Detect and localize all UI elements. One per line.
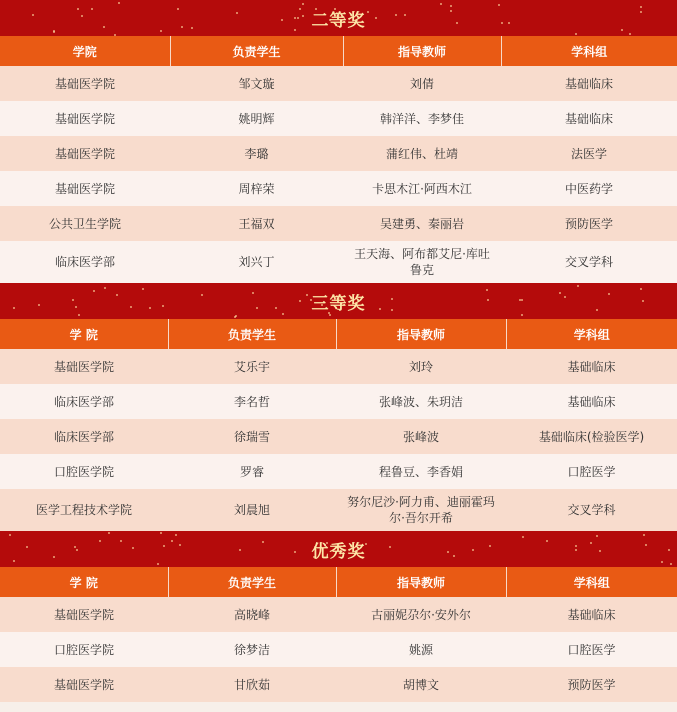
sparkle-decoration bbox=[81, 15, 83, 17]
sparkle-decoration bbox=[391, 309, 393, 311]
sparkle-decoration bbox=[391, 298, 393, 300]
sparkle-decoration bbox=[456, 22, 458, 24]
table-cell: 李璐 bbox=[170, 136, 343, 171]
sparkle-decoration bbox=[575, 549, 577, 551]
table-cell: 口腔医学 bbox=[506, 632, 677, 667]
sparkle-decoration bbox=[486, 289, 488, 291]
table-row bbox=[0, 419, 677, 454]
sparkle-decoration bbox=[282, 313, 284, 315]
sparkle-decoration bbox=[120, 540, 122, 542]
sparkle-decoration bbox=[72, 299, 74, 301]
sparkle-decoration bbox=[157, 563, 159, 565]
sparkle-decoration bbox=[668, 549, 670, 551]
table-cell: 罗睿 bbox=[168, 454, 336, 489]
table-row bbox=[0, 136, 677, 171]
sparkle-decoration bbox=[590, 542, 592, 544]
sparkle-decoration bbox=[171, 540, 173, 542]
section-banner bbox=[0, 0, 677, 36]
sparkle-decoration bbox=[53, 31, 55, 33]
table-cell: 甘欣茹 bbox=[168, 667, 336, 702]
sparkle-decoration bbox=[181, 26, 183, 28]
table-cell: 刘玲 bbox=[336, 349, 506, 384]
table-cell: 努尔尼沙·阿力甫、迪丽霍玛尔·吾尔开希 bbox=[336, 489, 506, 531]
sparkle-decoration bbox=[74, 546, 76, 548]
sparkle-decoration bbox=[163, 545, 165, 547]
sparkle-decoration bbox=[389, 546, 391, 548]
section-banner bbox=[0, 531, 677, 567]
table-cell: 蒲红伟、杜靖 bbox=[343, 136, 501, 171]
sparkle-decoration bbox=[498, 4, 500, 6]
sparkle-decoration bbox=[239, 549, 241, 551]
table-cell: 基础医学院 bbox=[0, 349, 168, 384]
sparkle-decoration bbox=[75, 306, 77, 308]
sparkle-decoration bbox=[596, 309, 598, 311]
sparkle-decoration bbox=[306, 294, 308, 296]
table-header-row bbox=[0, 567, 677, 597]
sparkle-decoration bbox=[299, 8, 301, 10]
table-cell: 刘晨旭 bbox=[168, 489, 336, 531]
sparkle-decoration bbox=[294, 551, 296, 553]
awards-table bbox=[0, 36, 677, 283]
table-cell: 临床医学部 bbox=[0, 419, 168, 454]
sparkle-decoration bbox=[13, 560, 15, 562]
table-cell: 基础临床 bbox=[501, 101, 677, 136]
table-row bbox=[0, 66, 677, 101]
table-cell: 张峰波 bbox=[336, 419, 506, 454]
table-cell: 口腔医学 bbox=[506, 454, 677, 489]
table-cell: 预防医学 bbox=[506, 667, 677, 702]
table-cell: 刘倩 bbox=[343, 66, 501, 101]
sparkle-decoration bbox=[76, 549, 78, 551]
sparkle-decoration bbox=[38, 304, 40, 306]
table-cell: 李名哲 bbox=[168, 384, 336, 419]
table-cell: 王福双 bbox=[170, 206, 343, 241]
header-cell: 指导教师 bbox=[336, 319, 506, 349]
header-cell: 指导教师 bbox=[343, 36, 501, 66]
sparkle-decoration bbox=[367, 11, 369, 13]
table-cell: 医学工程技术学院 bbox=[0, 489, 168, 531]
table-cell: 基础临床 bbox=[506, 349, 677, 384]
sparkle-decoration bbox=[78, 314, 80, 316]
sparkle-decoration bbox=[142, 288, 144, 290]
sparkle-decoration bbox=[643, 534, 645, 536]
table-cell: 姚源 bbox=[336, 632, 506, 667]
sparkle-decoration bbox=[450, 10, 452, 12]
sparkle-decoration bbox=[234, 316, 236, 318]
header-cell: 学 院 bbox=[0, 567, 168, 597]
sparkle-decoration bbox=[640, 11, 642, 13]
sparkle-decoration bbox=[608, 293, 610, 295]
header-cell: 负责学生 bbox=[168, 319, 336, 349]
sparkle-decoration bbox=[302, 15, 304, 17]
table-row bbox=[0, 349, 677, 384]
sparkle-decoration bbox=[629, 33, 631, 35]
sparkle-decoration bbox=[297, 17, 299, 19]
table-row bbox=[0, 667, 677, 702]
table-cell: 周梓荣 bbox=[170, 171, 343, 206]
table-cell: 胡博文 bbox=[336, 667, 506, 702]
table-cell: 法医学 bbox=[501, 136, 677, 171]
table-cell: 艾乐宇 bbox=[168, 349, 336, 384]
sparkle-decoration bbox=[13, 307, 15, 309]
table-cell: 基础医学院 bbox=[0, 101, 170, 136]
sparkle-decoration bbox=[99, 540, 101, 542]
table-cell: 基础医学院 bbox=[0, 66, 170, 101]
sparkle-decoration bbox=[256, 307, 258, 309]
table-cell: 基础临床 bbox=[506, 597, 677, 632]
table-cell: 口腔医学院 bbox=[0, 454, 168, 489]
sparkle-decoration bbox=[191, 27, 193, 29]
sparkle-decoration bbox=[564, 296, 566, 298]
table-cell: 高晓峰 bbox=[168, 597, 336, 632]
sparkle-decoration bbox=[645, 544, 647, 546]
sparkle-decoration bbox=[596, 535, 598, 537]
sparkle-decoration bbox=[162, 305, 164, 307]
sparkle-decoration bbox=[179, 544, 181, 546]
table-cell: 基础医学院 bbox=[0, 597, 168, 632]
table-cell: 张峰波、朱玥洁 bbox=[336, 384, 506, 419]
sparkle-decoration bbox=[404, 14, 406, 16]
sparkle-decoration bbox=[32, 14, 34, 16]
sparkle-decoration bbox=[118, 2, 120, 4]
table-cell: 基础医学院 bbox=[0, 171, 170, 206]
table-header-row bbox=[0, 319, 677, 349]
sparkle-decoration bbox=[640, 288, 642, 290]
table-cell: 基础医学院 bbox=[0, 136, 170, 171]
sparkle-decoration bbox=[26, 546, 28, 548]
section-banner bbox=[0, 283, 677, 319]
table-row bbox=[0, 206, 677, 241]
sparkle-decoration bbox=[77, 8, 79, 10]
table-cell: 徐瑞雪 bbox=[168, 419, 336, 454]
table-cell: 临床医学部 bbox=[0, 384, 168, 419]
sparkle-decoration bbox=[160, 532, 162, 534]
sparkle-decoration bbox=[508, 22, 510, 24]
sparkle-decoration bbox=[93, 290, 95, 292]
sparkle-decoration bbox=[294, 29, 296, 31]
table-cell: 徐梦洁 bbox=[168, 632, 336, 667]
header-cell: 指导教师 bbox=[336, 567, 506, 597]
table-cell: 中医药学 bbox=[501, 171, 677, 206]
table-row bbox=[0, 241, 677, 283]
table-row bbox=[0, 454, 677, 489]
sparkle-decoration bbox=[575, 545, 577, 547]
table-header-row bbox=[0, 36, 677, 66]
sparkle-decoration bbox=[447, 551, 449, 553]
table-cell: 程鲁豆、李香娟 bbox=[336, 454, 506, 489]
header-cell: 学 院 bbox=[0, 319, 168, 349]
table-row bbox=[0, 384, 677, 419]
header-cell: 学院 bbox=[0, 36, 170, 66]
sparkle-decoration bbox=[501, 22, 503, 24]
table-cell: 吴建勇、秦丽岩 bbox=[343, 206, 501, 241]
sparkle-decoration bbox=[302, 3, 304, 5]
sparkle-decoration bbox=[130, 306, 132, 308]
table-row bbox=[0, 489, 677, 531]
sparkle-decoration bbox=[252, 292, 254, 294]
sparkle-decoration bbox=[132, 547, 134, 549]
sparkle-decoration bbox=[201, 294, 203, 296]
table-cell: 邹文璇 bbox=[170, 66, 343, 101]
table-cell: 预防医学 bbox=[501, 206, 677, 241]
sparkle-decoration bbox=[577, 285, 579, 287]
sparkle-decoration bbox=[116, 294, 118, 296]
table-cell: 刘兴丁 bbox=[170, 241, 343, 283]
sparkle-decoration bbox=[489, 545, 491, 547]
sparkle-decoration bbox=[108, 532, 110, 534]
sparkle-decoration bbox=[621, 29, 623, 31]
table-cell: 交叉学科 bbox=[501, 241, 677, 283]
header-cell: 负责学生 bbox=[168, 567, 336, 597]
sparkle-decoration bbox=[453, 555, 455, 557]
sparkle-decoration bbox=[175, 534, 177, 536]
sparkle-decoration bbox=[440, 3, 442, 5]
section-title: 三等奖 bbox=[311, 293, 366, 314]
table-cell: 公共卫生学院 bbox=[0, 206, 170, 241]
sparkle-decoration bbox=[642, 300, 644, 302]
table-cell: 基础医学院 bbox=[0, 667, 168, 702]
sparkle-decoration bbox=[299, 300, 301, 302]
sparkle-decoration bbox=[262, 541, 264, 543]
awards-table bbox=[0, 567, 677, 702]
sparkle-decoration bbox=[103, 26, 105, 28]
header-cell: 学科组 bbox=[501, 36, 677, 66]
sparkle-decoration bbox=[281, 19, 283, 21]
table-row bbox=[0, 101, 677, 136]
sparkle-decoration bbox=[375, 17, 377, 19]
table-cell: 口腔医学院 bbox=[0, 632, 168, 667]
sparkle-decoration bbox=[236, 12, 238, 14]
sparkle-decoration bbox=[275, 307, 277, 309]
sparkle-decoration bbox=[9, 534, 11, 536]
sparkle-decoration bbox=[379, 308, 381, 310]
sparkle-decoration bbox=[160, 30, 162, 32]
header-cell: 学科组 bbox=[506, 319, 677, 349]
sparkle-decoration bbox=[661, 561, 663, 563]
section-title: 优秀奖 bbox=[311, 541, 366, 562]
sparkle-decoration bbox=[177, 8, 179, 10]
sparkle-decoration bbox=[670, 563, 672, 565]
sparkle-decoration bbox=[329, 314, 331, 316]
sparkle-decoration bbox=[472, 549, 474, 551]
sparkle-decoration bbox=[53, 556, 55, 558]
sparkle-decoration bbox=[640, 6, 642, 8]
table-cell: 韩洋洋、李梦佳 bbox=[343, 101, 501, 136]
sparkle-decoration bbox=[546, 540, 548, 542]
table-cell: 基础临床 bbox=[506, 384, 677, 419]
awards-table bbox=[0, 319, 677, 531]
sparkle-decoration bbox=[487, 299, 489, 301]
sparkle-decoration bbox=[395, 14, 397, 16]
table-cell: 古丽妮尕尔·安外尔 bbox=[336, 597, 506, 632]
table-cell: 临床医学部 bbox=[0, 241, 170, 283]
table-cell: 基础临床(检验医学) bbox=[506, 419, 677, 454]
table-row bbox=[0, 632, 677, 667]
header-cell: 负责学生 bbox=[170, 36, 343, 66]
table-cell: 交叉学科 bbox=[506, 489, 677, 531]
table-cell: 基础临床 bbox=[501, 66, 677, 101]
sparkle-decoration bbox=[294, 17, 296, 19]
table-row bbox=[0, 597, 677, 632]
header-cell: 学科组 bbox=[506, 567, 677, 597]
sparkle-decoration bbox=[114, 34, 116, 36]
sparkle-decoration bbox=[521, 314, 523, 316]
sparkle-decoration bbox=[599, 550, 601, 552]
sparkle-decoration bbox=[522, 536, 524, 538]
table-cell: 姚明辉 bbox=[170, 101, 343, 136]
sparkle-decoration bbox=[450, 5, 452, 7]
sparkle-decoration bbox=[91, 8, 93, 10]
sparkle-decoration bbox=[559, 292, 561, 294]
sparkle-decoration bbox=[575, 33, 577, 35]
sparkle-decoration bbox=[149, 307, 151, 309]
section-title: 二等奖 bbox=[311, 10, 366, 31]
table-cell: 卡思木江·阿西木江 bbox=[343, 171, 501, 206]
table-row bbox=[0, 171, 677, 206]
sparkle-decoration bbox=[104, 287, 106, 289]
table-cell: 王天海、阿布都艾尼·库吐鲁克 bbox=[343, 241, 501, 283]
